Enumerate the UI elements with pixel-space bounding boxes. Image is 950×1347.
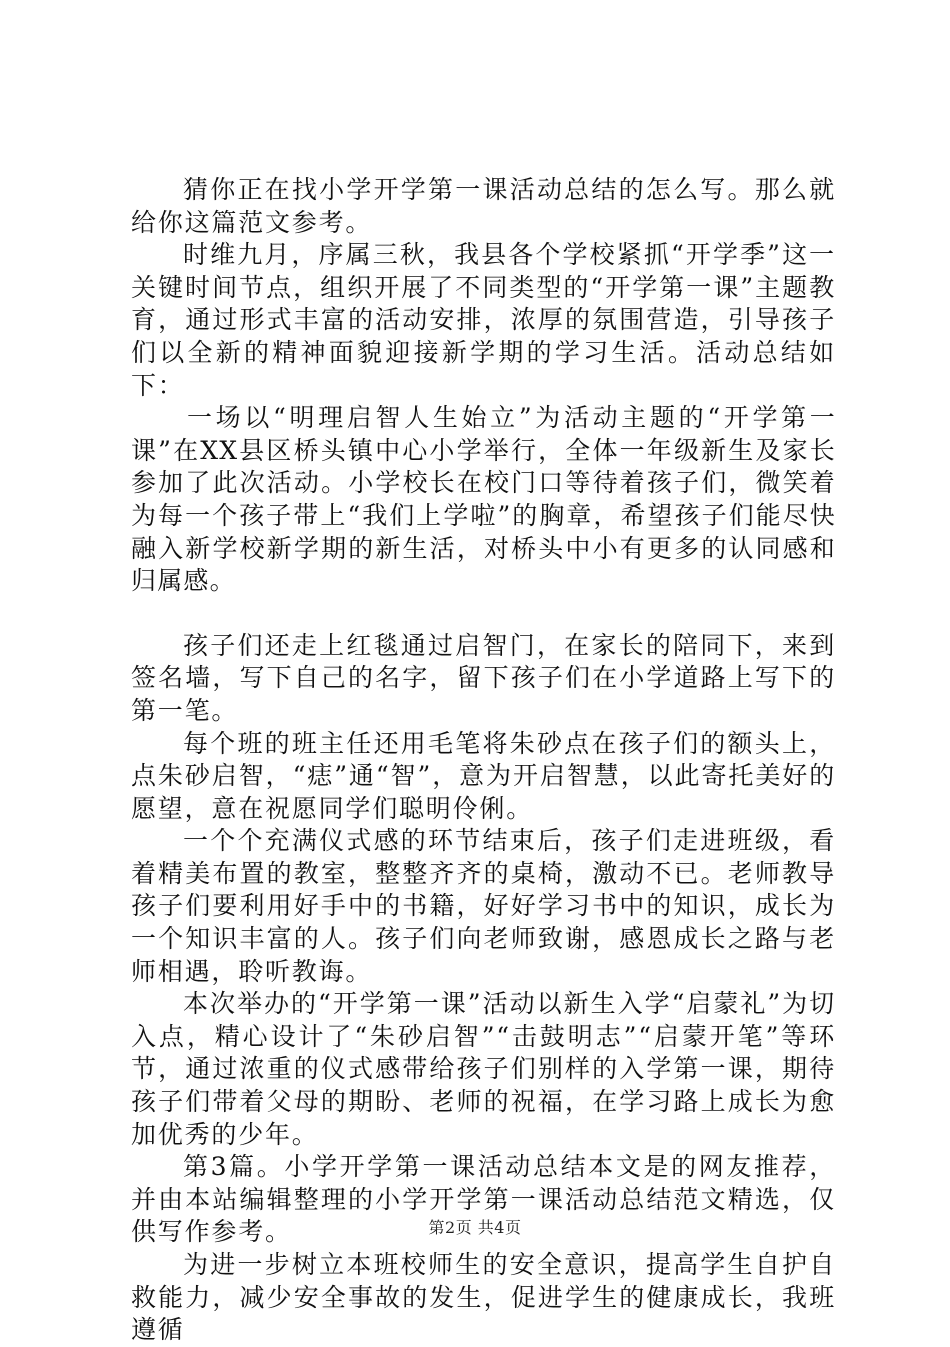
paragraph-safety: 为进一步树立本班校师生的安全意识，提高学生自护自救能力，减少安全事故的发生，促进学生的健康成长，我班遵循 [131, 1250, 836, 1345]
paragraph-ceremony: 一场以“明理启智人生始立”为活动主题的“开学第一课”在XX县区桥头镇中心小学举行，全体一年级新生及家长参加了此次活动。小学校长在校门口等待着孩子们，微笑着为每一个孩子带上“我们上学啦”的胸章，希望孩子们能尽快融入新学校新学期的新生活，对桥头中小有更多的认同感和归属感。 [131, 403, 836, 596]
paragraph-cinnabar: 每个班的班主任还用毛笔将朱砂点在孩子们的额头上，点朱砂启智，“痣”通“智”，意为开启智慧，以此寄托美好的愿望，意在祝愿同学们聪明伶俐。 [131, 728, 836, 823]
page-footer: 第2页 共4页 [428, 1218, 522, 1237]
paragraph-september: 时维九月，序属三秋，我县各个学校紧抓“开学季”这一关键时间节点，组织开展了不同类型的“开学第一课”主题教育，通过形式丰富的活动安排，浓厚的氛围营造，引导孩子们以全新的精神面貌迎接新学期的学习生活。活动总结如下： [131, 240, 836, 400]
paragraph-spacer [131, 598, 836, 630]
paragraph-part-three: 第3篇。小学开学第一课活动总结本文是的网友推荐，并由本站编辑整理的小学开学第一课活动总结范文精选，仅供写作参考。 [131, 1152, 836, 1247]
paragraph-classroom: 一个个充满仪式感的环节结束后，孩子们走进班级，看着精美布置的教室，整整齐齐的桌椅，激动不已。老师教导孩子们要利用好手中的书籍，好好学习书中的知识，成长为一个知识丰富的人。孩子们向老师致谢，感恩成长之路与老师相遇，聆听教诲。 [131, 826, 836, 986]
paragraph-summary: 本次举办的“开学第一课”活动以新生入学“启蒙礼”为切入点，精心设计了“朱砂启智”“击鼓明志”“启蒙开笔”等环节，通过浓重的仪式感带给孩子们别样的入学第一课，期待孩子们带着父母的期盼、老师的祝福，在学习路上成长为愈加优秀的少年。 [131, 989, 836, 1149]
document-body [131, 174, 836, 1347]
paragraph-red-carpet: 孩子们还走上红毯通过启智门，在家长的陪同下，来到签名墙，写下自己的名字，留下孩子们在小学道路上写下的第一笔。 [131, 630, 836, 725]
paragraph-intro: 猜你正在找小学开学第一课活动总结的怎么写。那么就给你这篇范文参考。 [131, 175, 836, 237]
